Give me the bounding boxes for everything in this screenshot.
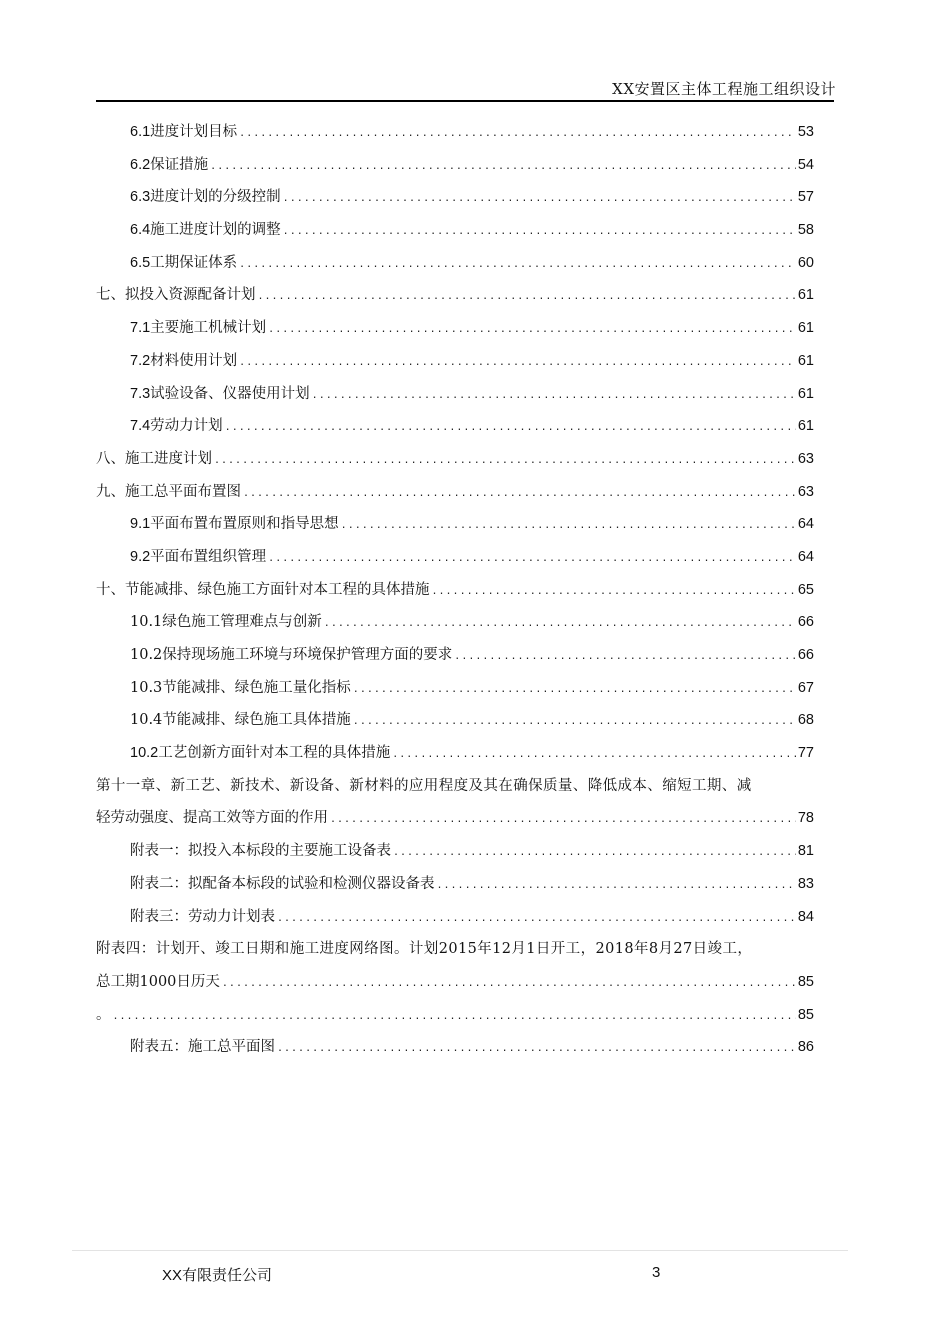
toc-entry-text: 轻劳动强度、提高工效等方面的作用 xyxy=(96,810,328,827)
toc-entry-page: 60 xyxy=(797,254,814,271)
toc-entry-text: 附表二：拟配备本标段的试验和检测仪器设备表 xyxy=(130,875,435,892)
toc-entry-label xyxy=(96,279,256,312)
footer-rule xyxy=(72,1250,848,1251)
toc-leader-dots xyxy=(283,216,796,249)
toc-entry-text: 附表一：拟投入本标段的主要施工设备表 xyxy=(130,843,391,860)
toc-leader-dots xyxy=(239,249,796,282)
toc-leader-dots xyxy=(268,314,796,347)
toc-leader-dots xyxy=(239,347,796,380)
toc-entry-page: 77 xyxy=(797,745,814,762)
toc-entry-number: 10.2 xyxy=(130,745,159,762)
toc-leader-dots xyxy=(214,445,796,478)
toc-leader-dots xyxy=(353,674,796,707)
toc-entry-text: 附表三：劳动力计划表 xyxy=(130,908,275,925)
toc-entry-number: 9.1 xyxy=(130,516,151,533)
toc-leader-dots xyxy=(258,281,796,314)
toc-entry[interactable] xyxy=(96,639,814,672)
toc-entry-number: 6.5 xyxy=(130,254,151,271)
toc-leader-dots xyxy=(392,739,796,772)
toc-leader-dots xyxy=(341,510,796,543)
toc-entry-text: 试验设备、仪器使用计划 xyxy=(150,385,310,402)
toc-entry-text: 。 xyxy=(96,1006,111,1023)
toc-leader-dots xyxy=(243,478,796,511)
toc-leader-dots xyxy=(277,903,796,936)
toc-entry[interactable] xyxy=(96,541,814,574)
toc-entry[interactable] xyxy=(96,410,814,443)
toc-entry[interactable] xyxy=(96,378,814,411)
toc-entry-page: 61 xyxy=(797,418,814,435)
toc-entry-label xyxy=(130,149,208,182)
toc-entry-number: 9.2 xyxy=(130,548,151,565)
toc-entry-label xyxy=(130,541,266,574)
toc-entry-label xyxy=(130,835,391,868)
toc-entry[interactable] xyxy=(96,1031,814,1064)
toc-entry-text: 平面布置组织管理 xyxy=(150,548,267,565)
toc-entry-label xyxy=(96,966,220,999)
toc-leader-dots xyxy=(432,576,796,609)
toc-leader-dots xyxy=(324,608,796,641)
toc-leader-dots xyxy=(225,412,796,445)
running-header: XX安置区主体工程施工组织设计 xyxy=(612,80,836,98)
toc-entry-text: 劳动力计划 xyxy=(150,418,223,435)
toc-entry[interactable] xyxy=(96,802,814,835)
toc-entry-number: 7.2 xyxy=(130,352,151,369)
toc-entry-text: 工期保证体系 xyxy=(150,254,238,271)
toc-entry-page: 61 xyxy=(797,287,814,304)
toc-entry-page: 67 xyxy=(797,679,814,696)
toc-entry-label xyxy=(130,116,237,149)
toc-entry-page: 61 xyxy=(797,385,814,402)
toc-entry-text: 八、施工进度计划 xyxy=(96,450,212,467)
toc-entry-label xyxy=(96,941,752,957)
toc-entry-label xyxy=(130,868,435,901)
toc-entry-label xyxy=(96,574,430,607)
toc-entry[interactable] xyxy=(96,116,814,149)
toc-entry-text: 进度计划的分级控制 xyxy=(150,189,281,206)
toc-entry-page: 78 xyxy=(797,810,814,827)
toc-entry-label xyxy=(130,639,452,672)
toc-leader-dots xyxy=(312,380,796,413)
toc-entry[interactable] xyxy=(96,868,814,901)
toc-entry[interactable] xyxy=(96,933,814,966)
toc-entry-page: 86 xyxy=(797,1039,814,1056)
toc-entry-label xyxy=(96,778,752,794)
toc-entry-text: 10.2保持现场施工环境与环境保护管理方面的要求 xyxy=(130,647,453,663)
toc-entry[interactable] xyxy=(96,312,814,345)
toc-entry-text: 十、节能减排、绿色施工方面针对本工程的具体措施 xyxy=(96,581,430,598)
toc-entry-page: 64 xyxy=(797,548,814,565)
toc-entry-page: 68 xyxy=(797,712,814,729)
toc-entry-label xyxy=(96,443,212,476)
toc-entry-text: 九、施工总平面布置图 xyxy=(96,483,241,500)
toc-entry-page: 63 xyxy=(797,450,814,467)
toc-entry-label xyxy=(130,704,351,737)
toc-entry-text: 七、拟投入资源配备计划 xyxy=(96,287,256,304)
toc-leader-dots xyxy=(268,543,796,576)
toc-entry[interactable] xyxy=(96,443,814,476)
toc-entry-text: 保证措施 xyxy=(150,156,209,173)
toc-entry[interactable] xyxy=(96,214,814,247)
toc-entry-page: 53 xyxy=(797,124,814,140)
toc-entry[interactable] xyxy=(96,279,814,312)
toc-entry-number: 7.1 xyxy=(130,320,151,337)
toc-leader-dots xyxy=(210,151,796,184)
toc-entry-page: 54 xyxy=(797,156,814,173)
toc-entry-label xyxy=(130,901,275,934)
toc-leader-dots xyxy=(454,641,796,674)
toc-entry-page: 57 xyxy=(797,189,814,206)
toc-entry[interactable] xyxy=(96,508,814,541)
toc-entry-text: 附表四：计划开、竣工日期和施工进度网络图。计划2015年12月1日开工，2018年8月27日竣工， xyxy=(96,941,753,958)
toc-entry-number: 6.1 xyxy=(130,124,151,140)
toc-entry-label xyxy=(130,410,223,443)
toc-entry[interactable] xyxy=(96,181,814,214)
toc-leader-dots xyxy=(222,968,796,1001)
toc-leader-dots xyxy=(239,118,796,151)
toc-entry[interactable] xyxy=(96,770,814,803)
toc-entry[interactable] xyxy=(96,574,814,607)
toc-entry-text: 附表五：施工总平面图 xyxy=(130,1039,275,1056)
toc-entry-number: 6.3 xyxy=(130,189,151,206)
toc-entry[interactable] xyxy=(96,737,814,770)
toc-entry[interactable] xyxy=(96,476,814,509)
toc-entry-label xyxy=(130,181,281,214)
toc-entry[interactable] xyxy=(96,247,814,280)
toc-entry-number: 6.4 xyxy=(130,222,151,239)
toc-entry-label xyxy=(130,672,351,705)
toc-entry-page: 64 xyxy=(797,516,814,533)
toc-entry[interactable] xyxy=(96,149,814,182)
toc-entry-page: 85 xyxy=(797,1006,814,1023)
toc-entry-number: 7.3 xyxy=(130,385,151,402)
toc-entry-label xyxy=(130,606,322,639)
toc-entry-label xyxy=(130,1031,275,1064)
toc-leader-dots xyxy=(393,837,796,870)
table-of-contents xyxy=(96,116,814,1064)
toc-entry-text: 平面布置布置原则和指导思想 xyxy=(150,516,339,533)
toc-entry[interactable] xyxy=(96,835,814,868)
toc-entry-text: 工艺创新方面针对本工程的具体措施 xyxy=(158,745,391,762)
toc-entry-text: 材料使用计划 xyxy=(150,352,238,369)
toc-leader-dots xyxy=(277,1033,796,1066)
toc-entry-label xyxy=(96,999,111,1032)
toc-entry-text: 10.4节能减排、绿色施工具体措施 xyxy=(130,712,351,729)
toc-entry-text: 总工期1000日历天 xyxy=(96,973,220,990)
toc-entry[interactable] xyxy=(96,345,814,378)
toc-entry[interactable] xyxy=(96,704,814,737)
toc-entry-text: 第十一章、新工艺、新技术、新设备、新材料的应用程度及其在确保质量、降低成本、缩短工期、减 xyxy=(96,777,752,794)
toc-entry-page: 63 xyxy=(797,483,814,500)
toc-entry-text: 进度计划目标 xyxy=(150,124,238,140)
toc-entry-label xyxy=(96,476,241,509)
toc-entry-page: 83 xyxy=(797,875,814,892)
toc-entry-label xyxy=(130,508,339,541)
toc-entry-label xyxy=(130,737,390,770)
toc-leader-dots xyxy=(353,706,796,739)
toc-entry-page: 58 xyxy=(797,222,814,239)
toc-entry-text: 10.3节能减排、绿色施工量化指标 xyxy=(130,679,351,696)
toc-entry[interactable] xyxy=(96,606,814,639)
toc-entry[interactable] xyxy=(96,901,814,934)
toc-entry-number: 6.2 xyxy=(130,156,151,173)
toc-entry-page: 61 xyxy=(797,320,814,337)
footer-company: XX有限责任公司 xyxy=(162,1267,273,1284)
toc-entry-page: 81 xyxy=(797,843,814,860)
toc-entry-number: 7.4 xyxy=(130,418,151,435)
toc-leader-dots xyxy=(330,804,796,837)
toc-leader-dots xyxy=(437,870,796,903)
toc-entry-page: 66 xyxy=(797,647,814,663)
footer-page-number: 3 xyxy=(652,1264,661,1281)
toc-entry-page: 85 xyxy=(797,973,814,990)
toc-entry-label xyxy=(130,247,237,280)
toc-entry-text: 施工进度计划的调整 xyxy=(150,222,281,239)
toc-entry-label xyxy=(130,214,281,247)
toc-entry-page: 84 xyxy=(797,908,814,925)
toc-entry-label xyxy=(130,345,237,378)
toc-entry-label xyxy=(130,312,266,345)
toc-entry-label xyxy=(96,802,328,835)
toc-entry-page: 65 xyxy=(797,581,814,598)
toc-leader-dots xyxy=(283,183,796,216)
toc-entry-text: 10.1绿色施工管理难点与创新 xyxy=(130,614,322,631)
toc-entry-page: 61 xyxy=(797,352,814,369)
toc-entry[interactable] xyxy=(96,966,814,999)
header-rule xyxy=(96,100,834,102)
toc-entry-page: 66 xyxy=(797,614,814,631)
toc-leader-dots xyxy=(113,1001,796,1034)
toc-entry[interactable] xyxy=(96,672,814,705)
toc-entry-text: 主要施工机械计划 xyxy=(150,320,267,337)
toc-entry-label xyxy=(130,378,310,411)
toc-entry[interactable] xyxy=(96,999,814,1032)
